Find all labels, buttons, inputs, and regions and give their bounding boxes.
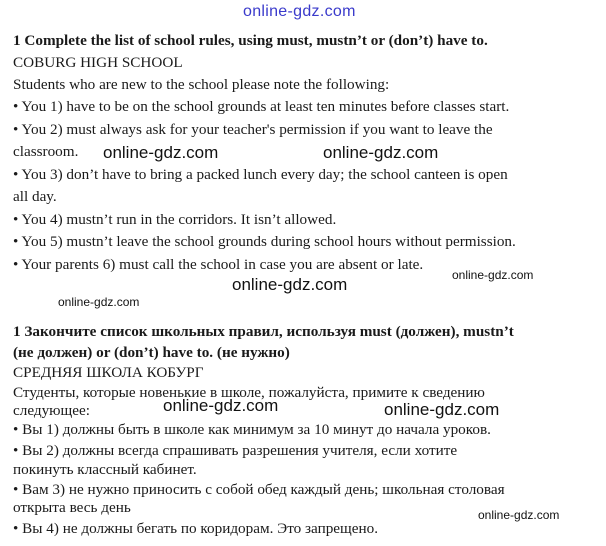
rule-line: • Вы 4) не должны бегать по коридорам. Это запрещено. [13,520,378,537]
watermark: online-gdz.com [163,396,279,415]
task-title-russian: 1 Закончите список школьных правил, используя must (должен), mustn’t [13,323,514,340]
intro-russian-cont: следующее: [13,402,90,419]
rule-line: • Your parents 6) must call the school in case you are absent or late. [13,256,424,273]
rule-line: • Вы 2) должны всегда спрашивать разрешения учителя, если хотите [13,442,458,459]
rule-line: • Вы 1) должны быть в школе как минимум за 10 минут до начала уроков. [13,421,491,438]
intro-russian: Студенты, которые новенькие в школе, пожалуйста, примите к сведению [13,384,485,401]
school-name-english: COBURG HIGH SCHOOL [13,54,183,71]
task-title-english: 1 Complete the list of school rules, using must, mustn’t or (don’t) have to. [13,32,488,49]
school-name-russian: СРЕДНЯЯ ШКОЛА КОБУРГ [13,364,204,381]
watermark: online-gdz.com [323,143,439,162]
rule-line: открыта весь день [13,499,131,516]
watermark: online-gdz.com [103,143,219,162]
task-title-russian-cont: (не должен) or (don’t) have to. (не нужно) [13,344,290,361]
intro-english: Students who are new to the school please note the following: [13,76,390,93]
rule-line: • You 2) must always ask for your teacher's permission if you want to leave the [13,121,493,138]
watermark: online-gdz.com [478,508,560,522]
rule-line: • You 3) don’t have to bring a packed lunch every day; the school canteen is open [13,166,508,183]
watermark: online-gdz.com [384,400,500,419]
rule-line: all day. [13,188,57,205]
watermark: online-gdz.com [232,275,348,294]
rule-line: • You 5) mustn’t leave the school grounds during school hours without permission. [13,233,516,250]
watermark-top: online-gdz.com [243,3,356,20]
watermark: online-gdz.com [58,295,140,309]
rule-line: • You 1) have to be on the school grounds at least ten minutes before classes start. [13,98,510,115]
rule-line: classroom. [13,143,79,160]
rule-line: • You 4) mustn’t run in the corridors. It isn’t allowed. [13,211,337,228]
watermark: online-gdz.com [452,268,534,282]
rule-line: покинуть классный кабинет. [13,461,197,478]
rule-line: • Вам 3) не нужно приносить с собой обед каждый день; школьная столовая [13,481,505,498]
